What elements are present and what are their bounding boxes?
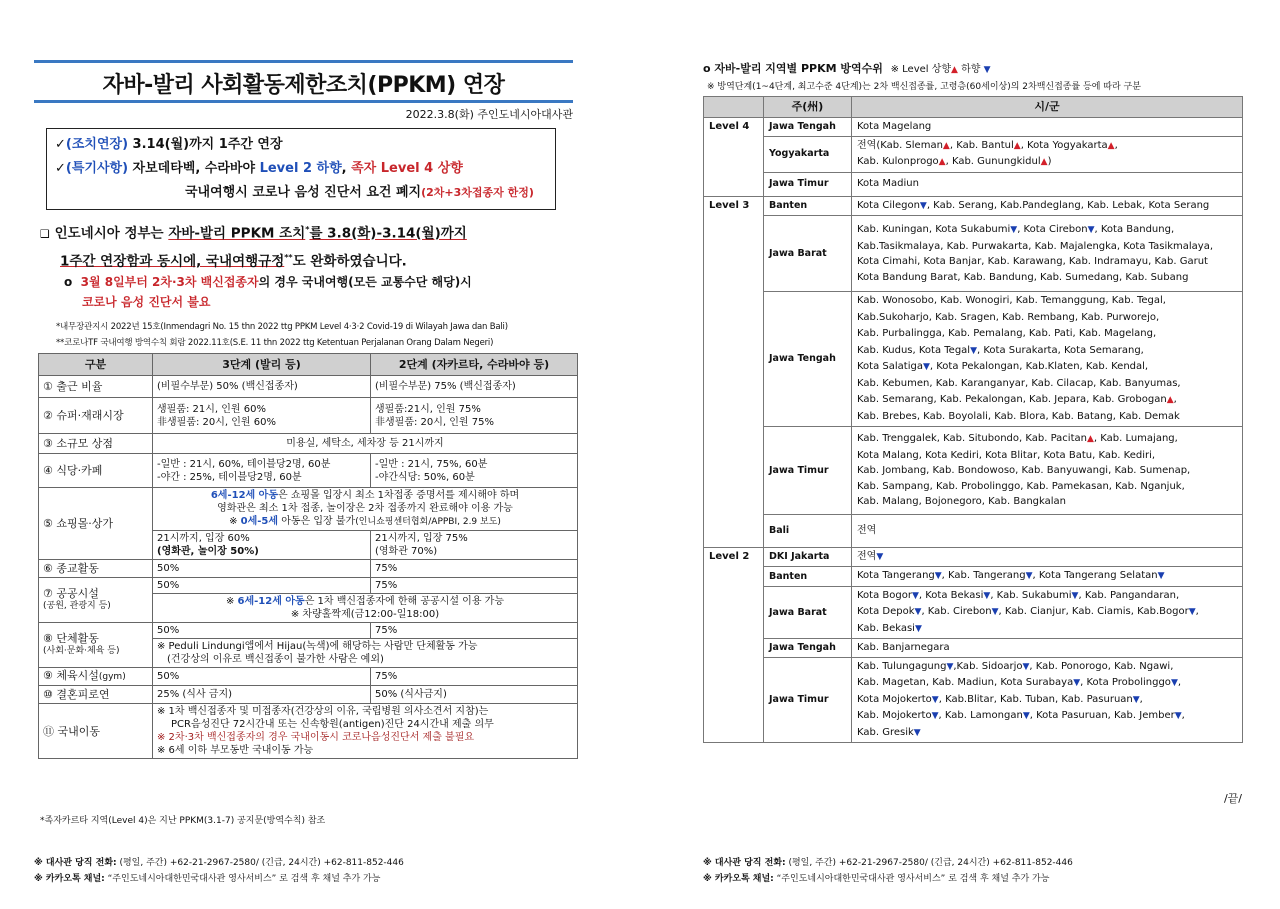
title-bottom-rule	[34, 100, 573, 103]
table-row: ※ 6세-12세 아동은 1차 백신접종자에 한해 공공시설 이용 가능 ※ 차량홀짝제(금12:00-일18:00)	[39, 594, 578, 623]
title-top-rule	[34, 60, 573, 63]
table-header-row: 구분 3단계 (발리 등) 2단계 (자카르타, 수라바야 등)	[39, 354, 578, 376]
contact-kakao-right: ※ 카카오톡 채널: “주인도네시아대한민국대사관 영사서비스” 로 검색 후 채널 추가 가능	[703, 874, 1050, 884]
footnote-1: *내무장관지시 2022년 15호(Inmendagri No. 15 thn 2022 ttg PPKM Level 4·3·2 Covid-19 di Wilayah Jawa dan Bali)	[56, 322, 508, 332]
region-level-table	[703, 96, 1243, 743]
table-row: ② 슈퍼·재래시장 생필품: 21시, 인원 60% 非생필품: 20시, 인원 60% 생필품:21시, 인원 75% 非생필품: 20시, 인원 75%	[39, 398, 578, 434]
table-row: Level 2 DKI Jakarta 전역▼	[704, 547, 1243, 567]
table-row: ⑪ 국내이동 ※ 1차 백신접종자 및 미접종자(건강상의 이유, 국립병원 의사소견서 지참)는 PCR음성진단 72시간내 또는 신속항원(antigen)진단 24시간내 제출 의무 ※ 2차·3차 백신접종자의 경우 국내이동시 코로나음성진단서 제출 불필요 ※ 6세 이하 부모동반 국내이동 가능	[39, 704, 578, 759]
contact-phone-right: ※ 대사관 당직 전화: (평일, 주간) +62-21-2967-2580/ (긴급, 24시간) +62-811-852-446	[703, 858, 1073, 868]
table-row: Jawa Barat Kota Bogor▼, Kota Bekasi▼, Kab. Sukabumi▼, Kab. Pangandaran, Kota Depok▼, Kab. Cirebon▼, Kab. Cianjur, Kab. Ciamis, Kab.Bogor▼, Kab. Bekasi▼	[704, 586, 1243, 639]
bottom-note: *족자카르타 지역(Level 4)은 지난 PPKM(3.1-7) 공지문(방역수칙) 참조	[40, 816, 326, 826]
table-row: Jawa Timur Kota Madiun	[704, 172, 1243, 196]
up-arrow-icon: ▲	[951, 65, 958, 75]
page-title: 자바-발리 사회활동제한조치(PPKM) 연장	[102, 73, 505, 98]
issue-date: 2022.3.8(화) 주인도네시아대사관	[405, 108, 573, 121]
table-row: ⑨ 체육시설(gym) 50% 75%	[39, 668, 578, 686]
level-criteria-note: ※ 방역단계(1~4단계, 최고수준 4단계)는 2차 백신접종률, 고령층(60세이상)의 2차백신접종률 등에 따라 구분	[707, 82, 1141, 92]
table-row: ⑧ 단체활동 (사회·문화·체육 등) 50% 75%	[39, 623, 578, 639]
table-row: Jawa Timur Kab. Trenggalek, Kab. Situbondo, Kab. Pacitan▲, Kab. Lumajang, Kota Malang, Kota Kediri, Kota Blitar, Kota Batu, Kab. Kediri, Kab. Jombang, Kab. Bondowoso, Kab. Banyuwangi, Kab. Sumenap, Kab. Sampang, Kab. Probolinggo, Kab. Pamekasan, Kab. Nganjuk, Kab. Malang, Bojonegoro, Kab. Bangkalan	[704, 427, 1243, 515]
table-row: ⑩ 결혼피로연 25% (식사 금지) 50% (식사금지)	[39, 686, 578, 704]
table-row: Level 3 Banten Kota Cilegon▼, Kab. Serang, Kab.Pandeglang, Kab. Lebak, Kota Serang	[704, 196, 1243, 216]
table-row: ⑦ 공공시설 (공원, 관광지 등) 50% 75%	[39, 578, 578, 594]
level-section-heading: o 자바-발리 지역별 PPKM 방역수위 ※ Level 상향▲ 하향 ▼	[703, 62, 991, 75]
table-row: Jawa Barat Kab. Kuningan, Kota Sukabumi▼, Kota Cirebon▼, Kota Bandung, Kab.Tasikmalaya, Kab. Purwakarta, Kab. Majalengka, Kota Tasikmalaya, Kota Cimahi, Kota Banjar, Kab. Karawang, Kab. Indramayu, Kab. Garut Kota Bandung Barat, Kab. Bandung, Kab. Sumedang, Kab. Subang	[704, 216, 1243, 292]
table-row: Jawa Timur Kab. Tulungagung▼,Kab. Sidoarjo▼, Kab. Ponorogo, Kab. Ngawi, Kab. Magetan, Kab. Madiun, Kota Surabaya▼, Kota Probolinggo▼, Kota Mojokerto▼, Kab.Blitar, Kab. Tuban, Kab. Pasuruan▼, Kab. Mojokerto▼, Kab. Lamongan▼, Kota Pasuruan, Kab. Jember▼, Kab. Gresik▼	[704, 657, 1243, 743]
table-row: Banten Kota Tangerang▼, Kab. Tangerang▼, Kota Tangerang Selatan▼	[704, 567, 1243, 587]
summary-line-3: 국내여행시 코로나 음성 진단서 요건 폐지(2차+3차접종자 한정)	[185, 185, 534, 200]
intro-paragraph: ❑ 인도네시아 정부는 자바-발리 PPKM 조치*를 3.8(화)-3.14(월)까지 1주간 연장함과 동시에, 국내여행규정**도 완화하였습니다.	[40, 225, 467, 269]
down-arrow-icon: ▼	[983, 65, 991, 75]
travel-paragraph: o 3월 8일부터 2차·3차 백신접종자의 경우 국내여행(모든 교통수단 해당)시 코로나 음성 진단서 불요	[64, 275, 472, 309]
table-row: ⑤ 쇼핑몰·상가 6세-12세 아동은 쇼핑몰 입장시 최소 1차접종 증명서를 제시해야 하며 영화관은 최소 1차 접종, 놀이장은 2차 접종까지 완료해야 이용 가능 ※ 0세-5세 아동은 입장 불가(인니쇼핑센터협회/APPBI, 2.9 보도)	[39, 488, 578, 531]
summary-box	[46, 128, 556, 210]
table-row: Level 4 Jawa Tengah Kota Magelang	[704, 118, 1243, 137]
summary-line-2: ✓(특기사항) 자보데타벡, 수라바야 Level 2 하향, 족자 Level 4 상향	[55, 161, 463, 176]
table-row: ③ 소규모 상점 미용실, 세탁소, 세차장 등 21시까지	[39, 434, 578, 454]
contact-phone: ※ 대사관 당직 전화: (평일, 주간) +62-21-2967-2580/ (긴급, 24시간) +62-811-852-446	[34, 858, 404, 868]
table-row: ① 출근 비율 (비필수부문) 50% (백신접종자) (비필수부문) 75% (백신접종자)	[39, 376, 578, 398]
table-row: Yogyakarta 전역(Kab. Sleman▲, Kab. Bantul▲, Kota Yogyakarta▲, Kab. Kulonprogo▲, Kab. Gunungkidul▲)	[704, 136, 1243, 172]
table-row: Bali 전역	[704, 514, 1243, 547]
footnote-2: **코로나TF 국내여행 방역수칙 회람 2022.11호(S.E. 11 thn 2022 ttg Ketentuan Perjalanan Orang Dalam Negeri)	[56, 338, 494, 348]
table-row: ④ 식당·카페 -일반 : 21시, 60%, 테이블당2명, 60분 -야간 : 25%, 테이블당2명, 60분 -일반 : 21시, 75%, 60분 -야간식당: 50%, 60분	[39, 454, 578, 488]
summary-line-1: ✓(조치연장) 3.14(월)까지 1주간 연장	[55, 137, 283, 152]
table-row: ※ Peduli Lindungi앱에서 Hijau(녹색)에 해당하는 사람만 단체활동 가능 (건강상의 이유로 백신접종이 불가한 사람은 예외)	[39, 639, 578, 668]
end-mark: /끝/	[1223, 792, 1242, 805]
table-row: 21시까지, 입장 60% (영화관, 놀이장 50%) 21시까지, 입장 75% (영화관 70%)	[39, 531, 578, 560]
table-header-row: 주(州) 시/군	[704, 97, 1243, 118]
measures-table	[38, 353, 578, 759]
table-row: Jawa Tengah Kab. Banjarnegara	[704, 639, 1243, 658]
contact-kakao: ※ 카카오톡 채널: “주인도네시아대한민국대사관 영사서비스” 로 검색 후 채널 추가 가능	[34, 874, 381, 884]
table-row: Jawa Tengah Kab. Wonosobo, Kab. Wonogiri, Kab. Temanggung, Kab. Tegal, Kab.Sukoharjo, Kab. Sragen, Kab. Rembang, Kab. Purworejo, Kab. Purbalingga, Kab. Pemalang, Kab. Pati, Kab. Magelang, Kab. Kudus, Kota Tegal▼, Kota Surakarta, Kota Semarang, Kota Salatiga▼, Kota Pekalongan, Kab.Klaten, Kab. Kendal, Kab. Kebumen, Kab. Karanganyar, Kab. Cilacap, Kab. Banyumas, Kab. Semarang, Kab. Pekalongan, Kab. Jepara, Kab. Grobogan▲, Kab. Brebes, Kab. Boyolali, Kab. Blora, Kab. Batang, Kab. Demak	[704, 292, 1243, 427]
table-row: ⑥ 종교활동 50% 75%	[39, 560, 578, 578]
